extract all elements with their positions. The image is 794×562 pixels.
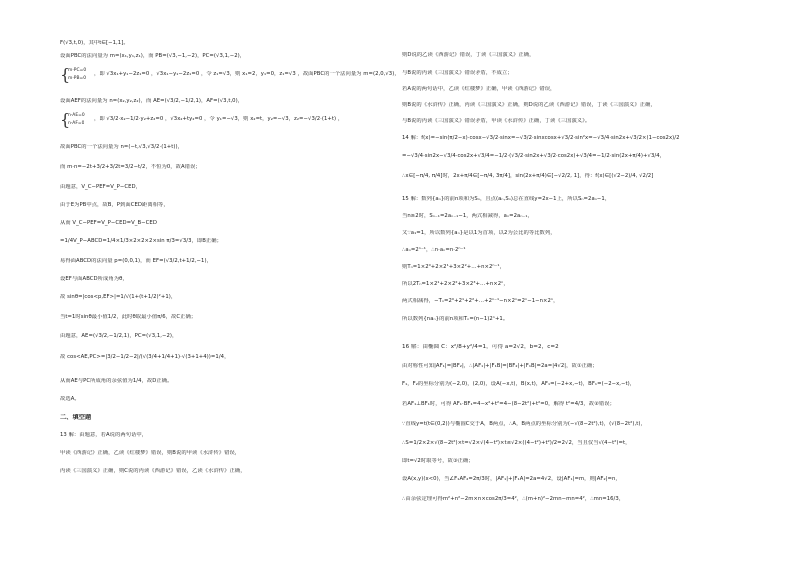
text-line: 甲读《西游记》正确，乙读《红楼梦》错误，则B说的甲读《水浒传》错误， xyxy=(60,450,241,456)
text-line: 当t=1时sinθ最小值1/2，此时θ取最小值π/6，故C正确； xyxy=(60,314,197,320)
text-line: ∴x∈[−π/4, π/4]时，2x+π/4∈[−π/4, 3π/4]，sin(2x+π/4)∈[−√2/2, 1]，得：f(x)∈[(√2−2)/4, √2/2] xyxy=(402,173,654,179)
text-line: 由题意，V_C−PEF=V_P−CED， xyxy=(60,184,141,190)
text-line: 则D说的乙读《西游记》错误，丁读《三国演义》正确， xyxy=(402,52,535,58)
text-line: 从而AE与PC所成角的余弦值为1/4，故D正确。 xyxy=(60,378,173,384)
text-line: ，即 √3x₁+y₁−2z₁=0 ，√3x₁−y₁−2z₁=0 ，令 z₁=√3，则 x₁=2，y₁=0，z₁=√3 ，故面PBC的一个法向量为 m=(2,0,√3)， xyxy=(94,71,400,77)
text-line: 从而 V_C−PEF=V_P−CED=V_B−CED xyxy=(60,220,157,226)
text-line: ，即 √3/2·x₂−1/2·y₂+z₂=0 ，√3x₂+ty₂=0 ，令 y₁=−√3，则 x₂=t，y₂=−√3，z₂=−√3/2·(1+t) ， xyxy=(94,116,344,122)
text-line: 设A(x,y)(x<0)，当∠F₁AF₂=2π/3时，|AF₁|+|F₁A|=2a=4√2，设|AF₁|=m，则|AF₂|=n， xyxy=(402,476,621,482)
text-line: 若AF₁⊥BF₁时，可得 AF₁·BF₁=4−x²+t²=4−(8−2t²)+t²=0，解得 t²=4/3，故②错误； xyxy=(402,401,615,407)
text-line: 若A说的两句话中，乙读《红楼梦》正确，甲读《西游记》错误， xyxy=(402,86,556,92)
text-line: 丙读《三国演义》正确，则C说的丙读《西游记》错误，乙读《水浒传》正确， xyxy=(60,468,246,474)
text-line: =1/4V_P−ABCD=1/4×1/3×2×2×2×sin π/3=√3/3，即B正确； xyxy=(60,238,222,244)
text-line: ∴由余弦定理可得m²+n²−2m×n×cos2π/3=4²，∴(m+n)²−2mn−mn=4²，∴mn=16/3， xyxy=(402,496,625,502)
text-line: 所以数列{naₙ}的前n项和Tₙ=(n−1)2ⁿ+1。 xyxy=(402,316,509,322)
text-line: 设面PBC的法向量为 m=(x₁,y₁,z₁)，而 PB=(√3,−1,−2)，PC=(√3,1,−2)， xyxy=(60,53,246,59)
text-line: 15 解：数列{aₙ}的前n项和为Sₙ，且点(aₙ,Sₙ)总在直线y=2x−1上，所以Sₙ=2aₙ−1， xyxy=(402,196,611,202)
text-line: ∴S=1/2×2×√(8−2t²)×t=√2×√(4−t²)×t≤√2×((4−t²)+t²)/2=2√2，当且仅当√(4−t²)=t， xyxy=(402,440,631,446)
text-line: 13 解：由题意，若A说的两句话中， xyxy=(60,432,148,438)
text-line: 与B说的丙读《三国演义》错误矛盾，不成立； xyxy=(402,70,513,76)
text-line: 故 cos<AE,PC>=|3/2−1/2−2|/(√(3/4+1/4+1)·√(3+1+4))=1/4， xyxy=(60,354,230,360)
text-line: 则Tₙ=1×2⁰+2×2¹+3×2²+…+n×2ⁿ⁻¹， xyxy=(402,264,505,270)
text-line: 又∵a₁=1，所以数列{aₙ}是以1为首项，以2为公比的等比数列， xyxy=(402,230,556,236)
text-line: 易得面ABCD的法向量 p=(0,0,1)，而 EF=(√3/2,t+1/2,−1)， xyxy=(60,258,212,264)
text-line: 而 m·n=−2t+3/2+3/2t=3/2−t/2，不恒为0，故A错误； xyxy=(60,164,201,170)
text-line: 14 解：f(x)=−sin(π/2−x)·cosx−√3/2·sinx=−√3/2·sinxcosx+√3/2·sin²x=−√3/4·sin2x+√3/2×(1−cos2x)/2 xyxy=(402,135,680,141)
text-line: F₁，F₂的坐标分别为(−2,0)，(2,0)，设A(−x,t)，B(x,t)，AF₁=(−2+x,−t)，BF₁=(−2−x,−t)， xyxy=(402,381,636,387)
text-line: 由题意，AE=(√3/2,−1/2,1)，PC=(√3,1,−2)， xyxy=(60,333,178,339)
text-line: 设EF与面ABCD所成角为θ， xyxy=(60,276,128,282)
text-line: ∴aₙ=2ⁿ⁻¹，∴n·aₙ=n·2ⁿ⁻¹ xyxy=(402,247,466,253)
text-line: ∵直线y=t(t∈(0,2))与椭圆C交于A，B两点，∴A，B两点的坐标分别为(−√(8−2t²),t)，(√(8−2t²),t)， xyxy=(402,421,646,427)
text-line: 则B说的《水浒传》正确，丙读《三国演义》正确，则D说的乙读《西游记》错误，丁读《三国演义》正确， xyxy=(402,102,656,108)
text-line: m·PB=0 xyxy=(68,76,87,81)
text-line: 由对称性可知|AF₁|=|BF₂|，∴|AF₁|+|F₁B|=|BF₂|+|F₁B|=2a=|4√2|，故①正确； xyxy=(402,363,598,369)
text-line: =−√3/4·sin2x−√3/4·cos2x+√3/4=−1/2·(√3/2·sin2x+√3/2·cos2x)+√3/4=−1/2·sin(2x+π/4)+√3/4， xyxy=(402,153,665,159)
text-line: 所以2Tₙ=1×2¹+2×2²+3×2³+…+n×2ⁿ， xyxy=(402,281,509,287)
brace-symbol: { xyxy=(60,65,71,84)
text-line: 故 sinθ=|cos<p,EF>|=1/√(1+(t+1/2)²+1)， xyxy=(60,294,177,300)
text-line: n·AE=0 xyxy=(68,113,85,118)
text-line: 两式相减得，−Tₙ=2⁰+2¹+2²+…+2ⁿ⁻¹−n×2ⁿ=2ⁿ−1−n×2ⁿ， xyxy=(402,298,559,304)
text-line: 故面PBC的一个法向量为 n=(−t,√3,√3/2·(1+t))， xyxy=(60,144,183,150)
text-line: n·AF=0 xyxy=(68,121,85,126)
section-heading: 二、填空题 xyxy=(60,414,92,421)
text-line: 设面AEF的法向量为 n=(x₂,y₂,z₂)，而 AE=(√3/2,−1/2,1)，AF=(√3,t,0)， xyxy=(60,98,244,104)
text-line: m·PC=0 xyxy=(68,68,87,73)
text-line: 即t=√2时取等号，故③正确； xyxy=(402,458,474,464)
text-line: 16 解：由椭圆 C：x²/8+y²/4=1，可得 a=2√2，b=2，c=2 xyxy=(402,344,559,350)
text-line: 由于E为PB中点，故B，P到面CED距离相等， xyxy=(60,202,169,208)
text-line: F(√3,t,0)，其中t∈[−1,1]。 xyxy=(60,40,129,46)
text-line: 与B说的丙读《三国演义》错误矛盾，甲读《水浒传》正确，丁读《三国演义》。 xyxy=(402,118,591,124)
text-line: 故选A。 xyxy=(60,396,80,402)
brace-symbol: { xyxy=(60,110,71,129)
text-line: 当n≥2时，Sₙ₋₁=2aₙ₋₁−1，两式相减得，aₙ=2aₙ₋₁， xyxy=(402,213,533,219)
